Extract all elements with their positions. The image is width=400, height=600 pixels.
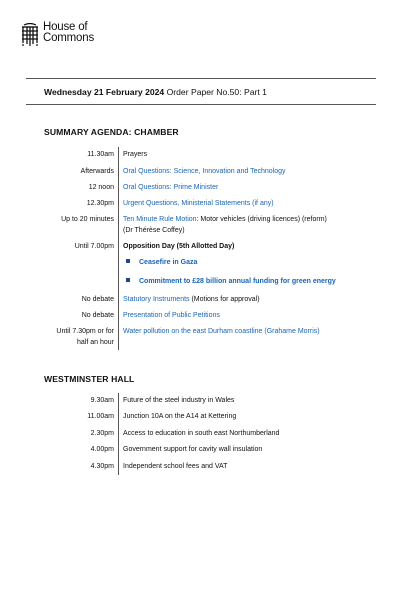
agenda-item <box>123 214 333 236</box>
house-of-commons-logo <box>20 22 94 47</box>
westminster-hall-section-title: WESTMINSTER HALL <box>44 374 135 384</box>
opposition-motion-item[interactable] <box>126 278 336 285</box>
agenda-time: Afterwards <box>80 168 114 175</box>
ten-minute-rule-motion-detail: : Motor vehicles (driving licences) (reform) (Dr Thérèse Coffey) <box>123 216 327 234</box>
portcullis-icon <box>20 23 40 47</box>
agenda-time: 4.30pm <box>90 463 114 470</box>
adjournment-debate-link[interactable]: Water pollution on the east Durham coastline (Grahame Morris) <box>123 328 320 335</box>
date-heading <box>44 87 267 97</box>
agenda-time: No debate <box>81 296 114 303</box>
agenda-item: Prayers <box>123 151 148 158</box>
urgent-questions-link[interactable]: Urgent Questions, Ministerial Statements (if any) <box>123 200 274 207</box>
agenda-item: Junction 10A on the A14 at Kettering <box>123 413 237 420</box>
agenda-time-line2: half an hour <box>77 339 114 346</box>
chamber-divider <box>118 147 119 350</box>
agenda-time: 4.00pm <box>90 446 114 453</box>
top-rule <box>26 78 376 79</box>
statutory-instruments-detail: (Motions for approval) <box>189 296 260 303</box>
opposition-motion-item[interactable] <box>126 259 197 266</box>
opposition-motion-label: Commitment to £28 billion annual funding for green energy <box>139 278 336 285</box>
agenda-item: Future of the steel industry in Wales <box>123 397 235 404</box>
agenda-time: No debate <box>81 312 114 319</box>
agenda-time: Up to 20 minutes <box>61 216 114 223</box>
agenda-time: 11.00am <box>87 413 114 420</box>
logo-line2: Commons <box>43 32 95 44</box>
square-bullet-icon <box>126 259 130 263</box>
logo-line1: House of <box>43 21 88 33</box>
opposition-day-heading: Opposition Day (5th Allotted Day) <box>123 243 235 250</box>
opposition-motion-label: Ceasefire in Gaza <box>139 259 198 266</box>
oral-questions-pm-link[interactable]: Oral Questions: Prime Minister <box>123 184 219 191</box>
square-bullet-icon <box>126 278 130 282</box>
agenda-time <box>56 326 114 348</box>
ten-minute-rule-motion-link[interactable]: Ten Minute Rule Motion <box>123 216 197 223</box>
order-paper-number: Order Paper No.50: Part 1 <box>164 87 267 97</box>
agenda-time: 12.30pm <box>86 200 114 207</box>
statutory-instruments-link[interactable]: Statutory Instruments <box>123 296 190 303</box>
westminster-hall-divider <box>118 393 119 475</box>
agenda-item: Access to education in south east Northumberland <box>123 430 280 437</box>
agenda-time: 2.30pm <box>90 430 114 437</box>
agenda-time: 9.30am <box>90 397 114 404</box>
oral-questions-science-link[interactable]: Oral Questions: Science, Innovation and Technology <box>123 168 286 175</box>
agenda-time: Until 7.00pm <box>74 243 114 250</box>
logo-text <box>43 22 94 44</box>
date: Wednesday 21 February 2024 <box>44 87 165 97</box>
agenda-time: 12 noon <box>88 184 114 191</box>
agenda-time-line1: Until 7.30pm or for <box>56 328 114 335</box>
agenda-time: 11.30am <box>87 151 114 158</box>
chamber-section-title: SUMMARY AGENDA: CHAMBER <box>44 127 179 137</box>
date-rule <box>26 104 376 105</box>
public-petitions-link[interactable]: Presentation of Public Petitions <box>123 312 220 319</box>
agenda-item: Independent school fees and VAT <box>123 463 228 470</box>
agenda-item <box>123 294 373 305</box>
agenda-item: Government support for cavity wall insulation <box>123 446 263 453</box>
